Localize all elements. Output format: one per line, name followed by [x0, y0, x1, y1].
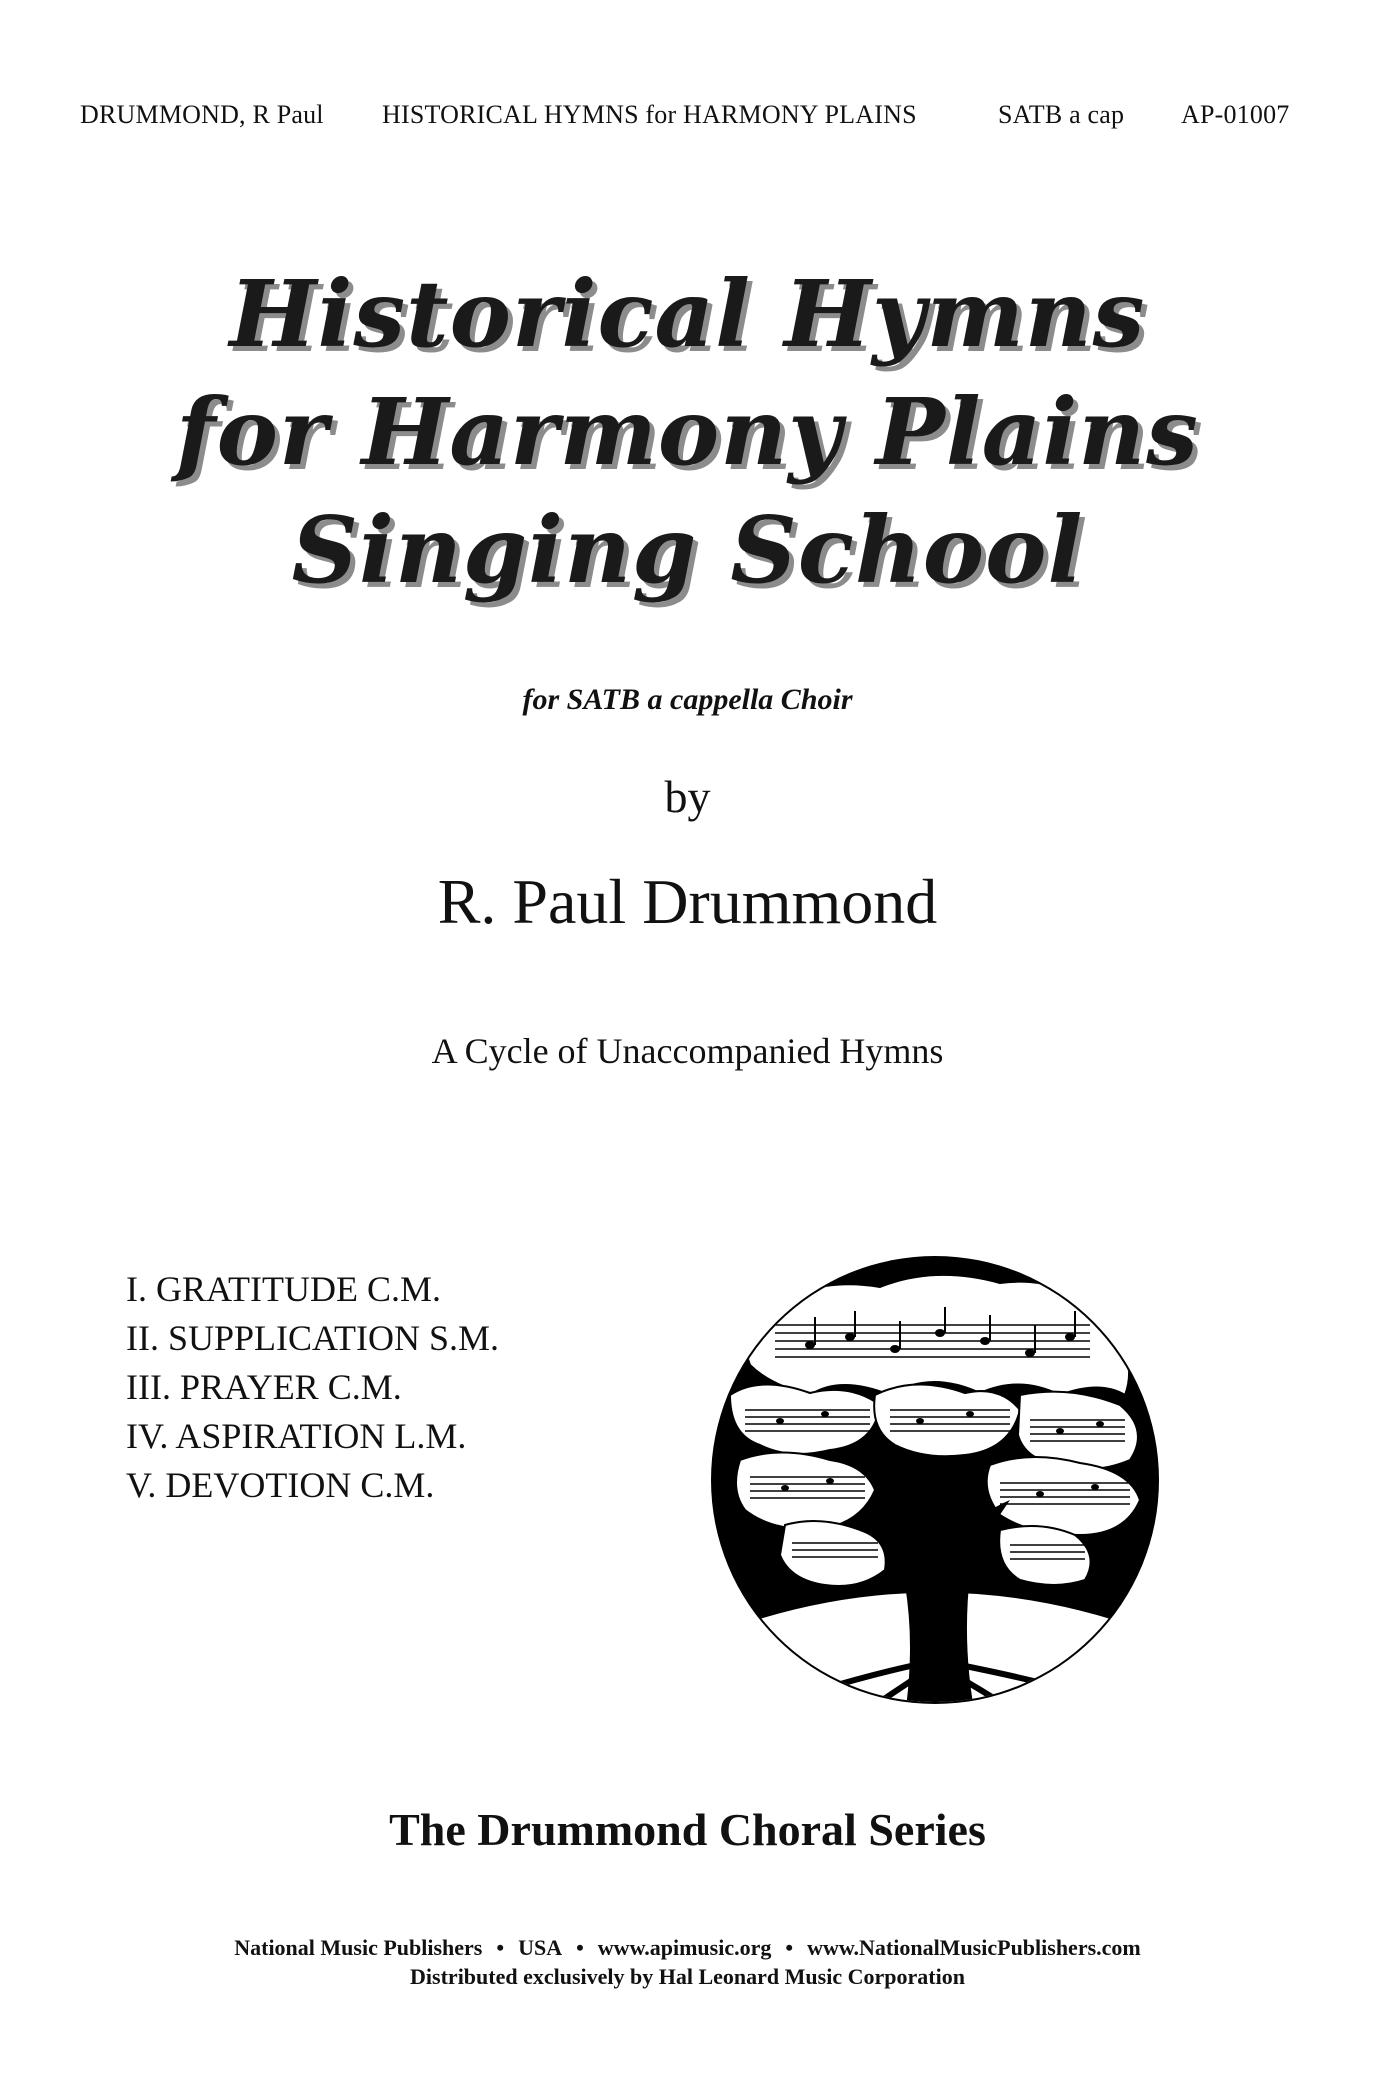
hymn-item: II. SUPPLICATION S.M. [126, 1318, 500, 1358]
title-line-3: Singing School [291, 496, 1084, 604]
header-line [80, 100, 1295, 140]
title-line-1: Historical Hymns [229, 260, 1146, 368]
header-catalog-number: AP-01007 [1181, 100, 1290, 129]
series-title: The Drummond Choral Series [389, 1804, 986, 1855]
cycle-description: A Cycle of Unaccompanied Hymns [431, 1031, 944, 1071]
bullet-separator: • [576, 1935, 584, 1960]
by-text: by [664, 771, 711, 822]
publisher-line [0, 1935, 1375, 1961]
header-voicing: SATB a cap [998, 100, 1125, 129]
tree-of-music-icon [700, 1245, 1170, 1715]
bullet-separator: • [785, 1935, 794, 1960]
hymn-item: IV. ASPIRATION L.M. [126, 1416, 467, 1456]
bullet-separator: • [496, 1935, 505, 1960]
publisher-country: USA [518, 1935, 563, 1960]
header-composer: DRUMMOND, R Paul [80, 100, 324, 129]
composer-name: R. Paul Drummond [437, 866, 938, 937]
publisher-name: National Music Publishers [234, 1935, 483, 1960]
hymn-list [126, 1265, 499, 1510]
hymn-item: V. DEVOTION C.M. [126, 1465, 435, 1505]
hymn-item: III. PRAYER C.M. [126, 1367, 402, 1407]
website-link[interactable]: www.apimusic.org [597, 1935, 772, 1960]
page-title [0, 255, 1375, 609]
header-title: HISTORICAL HYMNS for HARMONY PLAINS [382, 100, 917, 129]
subtitle: for SATB a cappella Choir [522, 683, 853, 716]
website-link[interactable]: www.NationalMusicPublishers.com [807, 1935, 1141, 1960]
hymn-item: I. GRATITUDE C.M. [126, 1269, 441, 1309]
title-line-2: for Harmony Plains [176, 378, 1199, 486]
distribution-line: Distributed exclusively by Hal Leonard Music Corporation [410, 1964, 965, 1989]
